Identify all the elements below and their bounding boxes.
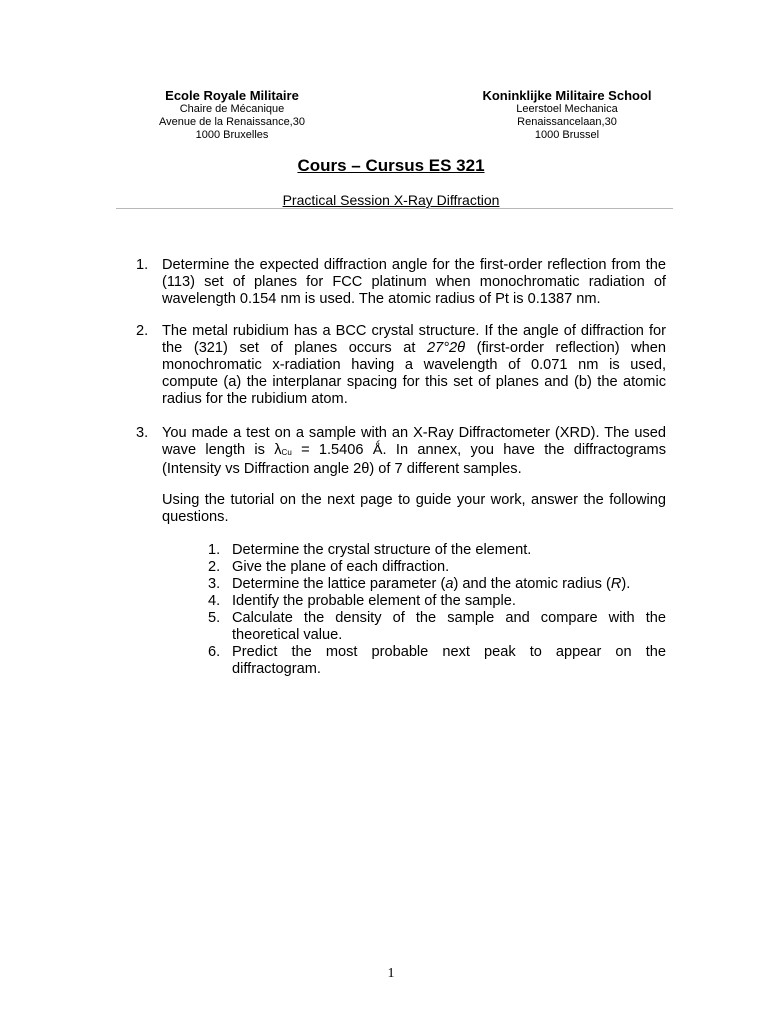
department-fr: Chaire de Mécanique bbox=[179, 103, 285, 115]
institution-name-nl: Koninklijke Militaire School bbox=[482, 88, 652, 103]
sub-question-text: Identify the probable element of the sample. bbox=[232, 593, 516, 609]
sub-question-text: ). bbox=[621, 576, 631, 592]
question-text: Determine the expected diffraction angle for the first-order reflection from the (113) set of planes for FCC platinum when monochromatic radiation of wavelength 0.154 nm is used. The atomic radius of Pt is 0.1387 nm. bbox=[162, 257, 666, 307]
question-2 bbox=[136, 323, 666, 408]
sub-question-text: Determine the crystal structure of the element. bbox=[232, 542, 532, 558]
question-text-part: The metal rubidium has a BCC crystal structure. If the angle of diffraction for the (321) set of planes occurs at bbox=[162, 323, 666, 356]
question-number: 1. bbox=[136, 257, 149, 273]
header-left-institution bbox=[112, 88, 352, 142]
sub-question-6 bbox=[208, 644, 666, 678]
sub-question-5 bbox=[208, 610, 666, 644]
header-right-institution bbox=[447, 88, 687, 142]
page-number: 1 bbox=[387, 966, 395, 981]
sub-question-number: 2. bbox=[208, 559, 221, 575]
sub-question-1 bbox=[208, 542, 666, 559]
atomic-radius-symbol: R bbox=[610, 576, 622, 592]
address-fr: Avenue de la Renaissance,30 bbox=[159, 116, 305, 128]
question-1 bbox=[136, 257, 666, 308]
diffraction-angle: 27°2θ bbox=[426, 340, 466, 356]
sub-question-text: Give the plane of each diffraction. bbox=[232, 559, 450, 575]
question-text bbox=[162, 425, 666, 478]
lambda-subscript: Cu bbox=[281, 448, 292, 457]
city-nl: 1000 Brussel bbox=[534, 129, 600, 141]
sub-question-3 bbox=[208, 576, 666, 593]
question-text-part: (first-order reflection) when monochromatic x-radiation having a wavelength of 0.071 nm is used, compute (a) the interplanar spacing for this set of planes and (b) the atomic radius for the rubidium atom. bbox=[162, 340, 666, 407]
sub-question-list bbox=[208, 542, 666, 678]
question-number: 3. bbox=[136, 425, 149, 441]
department-nl: Leerstoel Mechanica bbox=[516, 103, 618, 115]
sub-question-number: 4. bbox=[208, 593, 221, 609]
institution-name-fr: Ecole Royale Militaire bbox=[165, 88, 299, 103]
address-nl: Renaissancelaan,30 bbox=[517, 116, 617, 128]
sub-question-number: 3. bbox=[208, 576, 221, 592]
question-text-part: You made a test on a sample with an X-Ray Diffractometer (XRD). The used wave length is bbox=[162, 425, 666, 458]
question-3 bbox=[136, 425, 666, 478]
sub-question-text: Calculate the density of the sample and compare with the theoretical value. bbox=[232, 610, 666, 643]
lambda-symbol: λ bbox=[274, 442, 282, 458]
sub-question-2 bbox=[208, 559, 666, 576]
sub-question-4 bbox=[208, 593, 666, 610]
sub-question-text: Predict the most probable next peak to appear on the diffractogram. bbox=[232, 644, 666, 677]
sub-question-number: 5. bbox=[208, 610, 221, 626]
city-fr: 1000 Bruxelles bbox=[195, 129, 269, 141]
sub-question-text: ) and the atomic radius ( bbox=[453, 576, 611, 592]
session-title: Practical Session X-Ray Diffraction bbox=[282, 192, 500, 208]
header-divider bbox=[116, 208, 673, 209]
question-3-instructions: Using the tutorial on the next page to guide your work, answer the following questions. bbox=[162, 492, 666, 525]
question-text bbox=[162, 323, 666, 408]
sub-question-number: 6. bbox=[208, 644, 221, 660]
lattice-parameter-symbol: a bbox=[445, 576, 454, 592]
question-text-part: = 1.5406 Ǻ. In annex, you have the diffractograms (Intensity vs Diffraction angle 2θ) of 7 different samples. bbox=[162, 442, 666, 477]
sub-question-number: 1. bbox=[208, 542, 221, 558]
sub-question-text: Determine the lattice parameter ( bbox=[232, 576, 446, 592]
question-number: 2. bbox=[136, 323, 149, 339]
course-title: Cours – Cursus ES 321 bbox=[297, 156, 485, 175]
